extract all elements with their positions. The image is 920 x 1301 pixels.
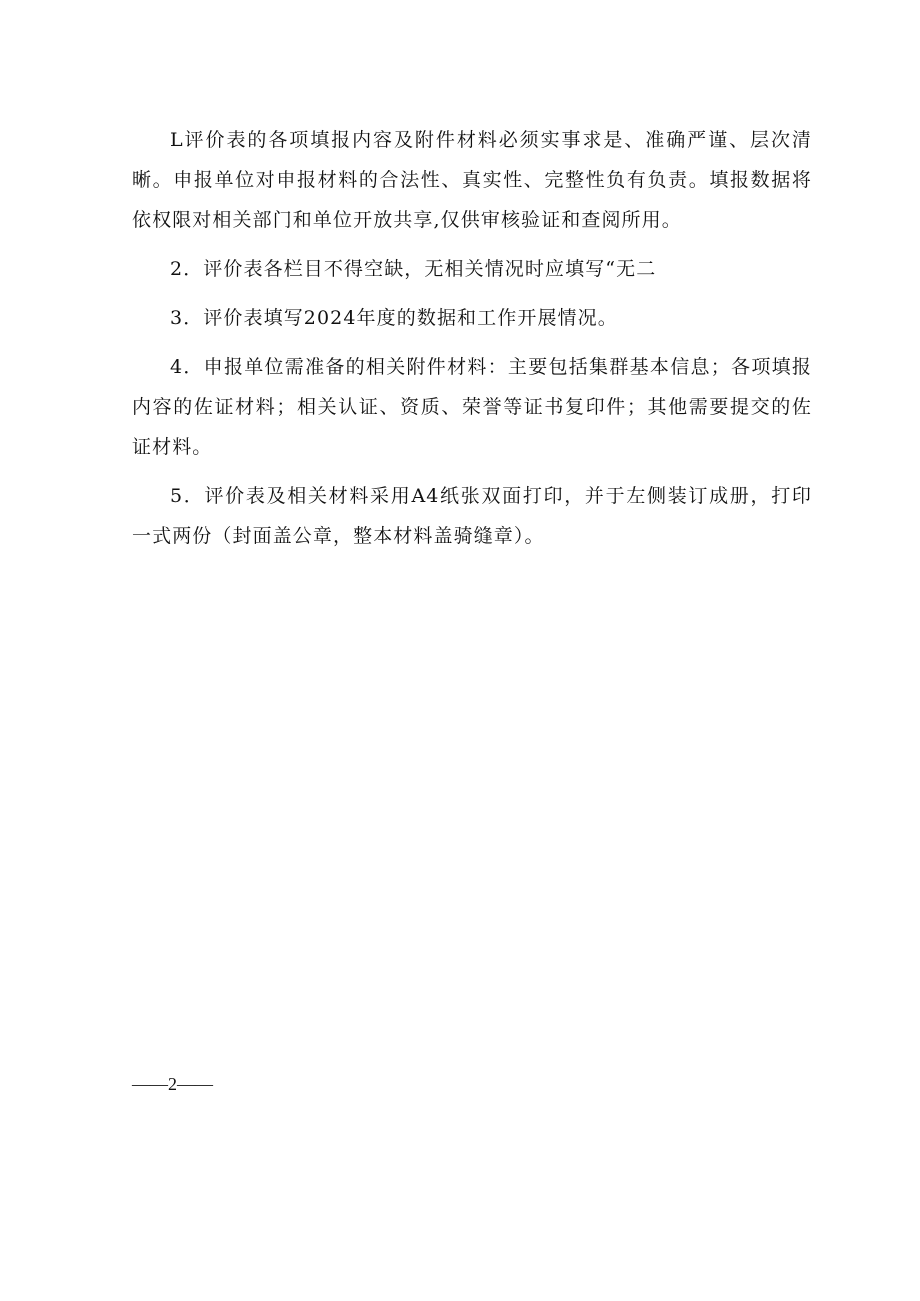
paragraph-2: 2．评价表各栏目不得空缺，无相关情况时应填写“无二 — [170, 258, 657, 280]
paragraph-5: 5．评价表及相关材料采用A4纸张双面打印，并于左侧装订成册，打印一式两份（封面盖公章，整本材料盖骑缝章）。 — [132, 485, 812, 547]
page-number: ——2—— — [132, 1074, 213, 1094]
paragraph-1: L评价表的各项填报内容及附件材料必须实事求是、准确严谨、层次清晰。申报单位对申报材料的合法性、真实性、完整性负有负责。填报数据将依权限对相关部门和单位开放共享,仅供审核验证和查阅所用。 — [132, 129, 812, 231]
document-body — [132, 120, 812, 565]
paragraph-4: 4．申报单位需准备的相关附件材料：主要包括集群基本信息；各项填报内容的佐证材料；相关认证、资质、荣誉等证书复印件；其他需要提交的佐证材料。 — [132, 356, 812, 458]
paragraph-3: 3．评价表填写2024年度的数据和工作开展情况。 — [170, 307, 618, 329]
